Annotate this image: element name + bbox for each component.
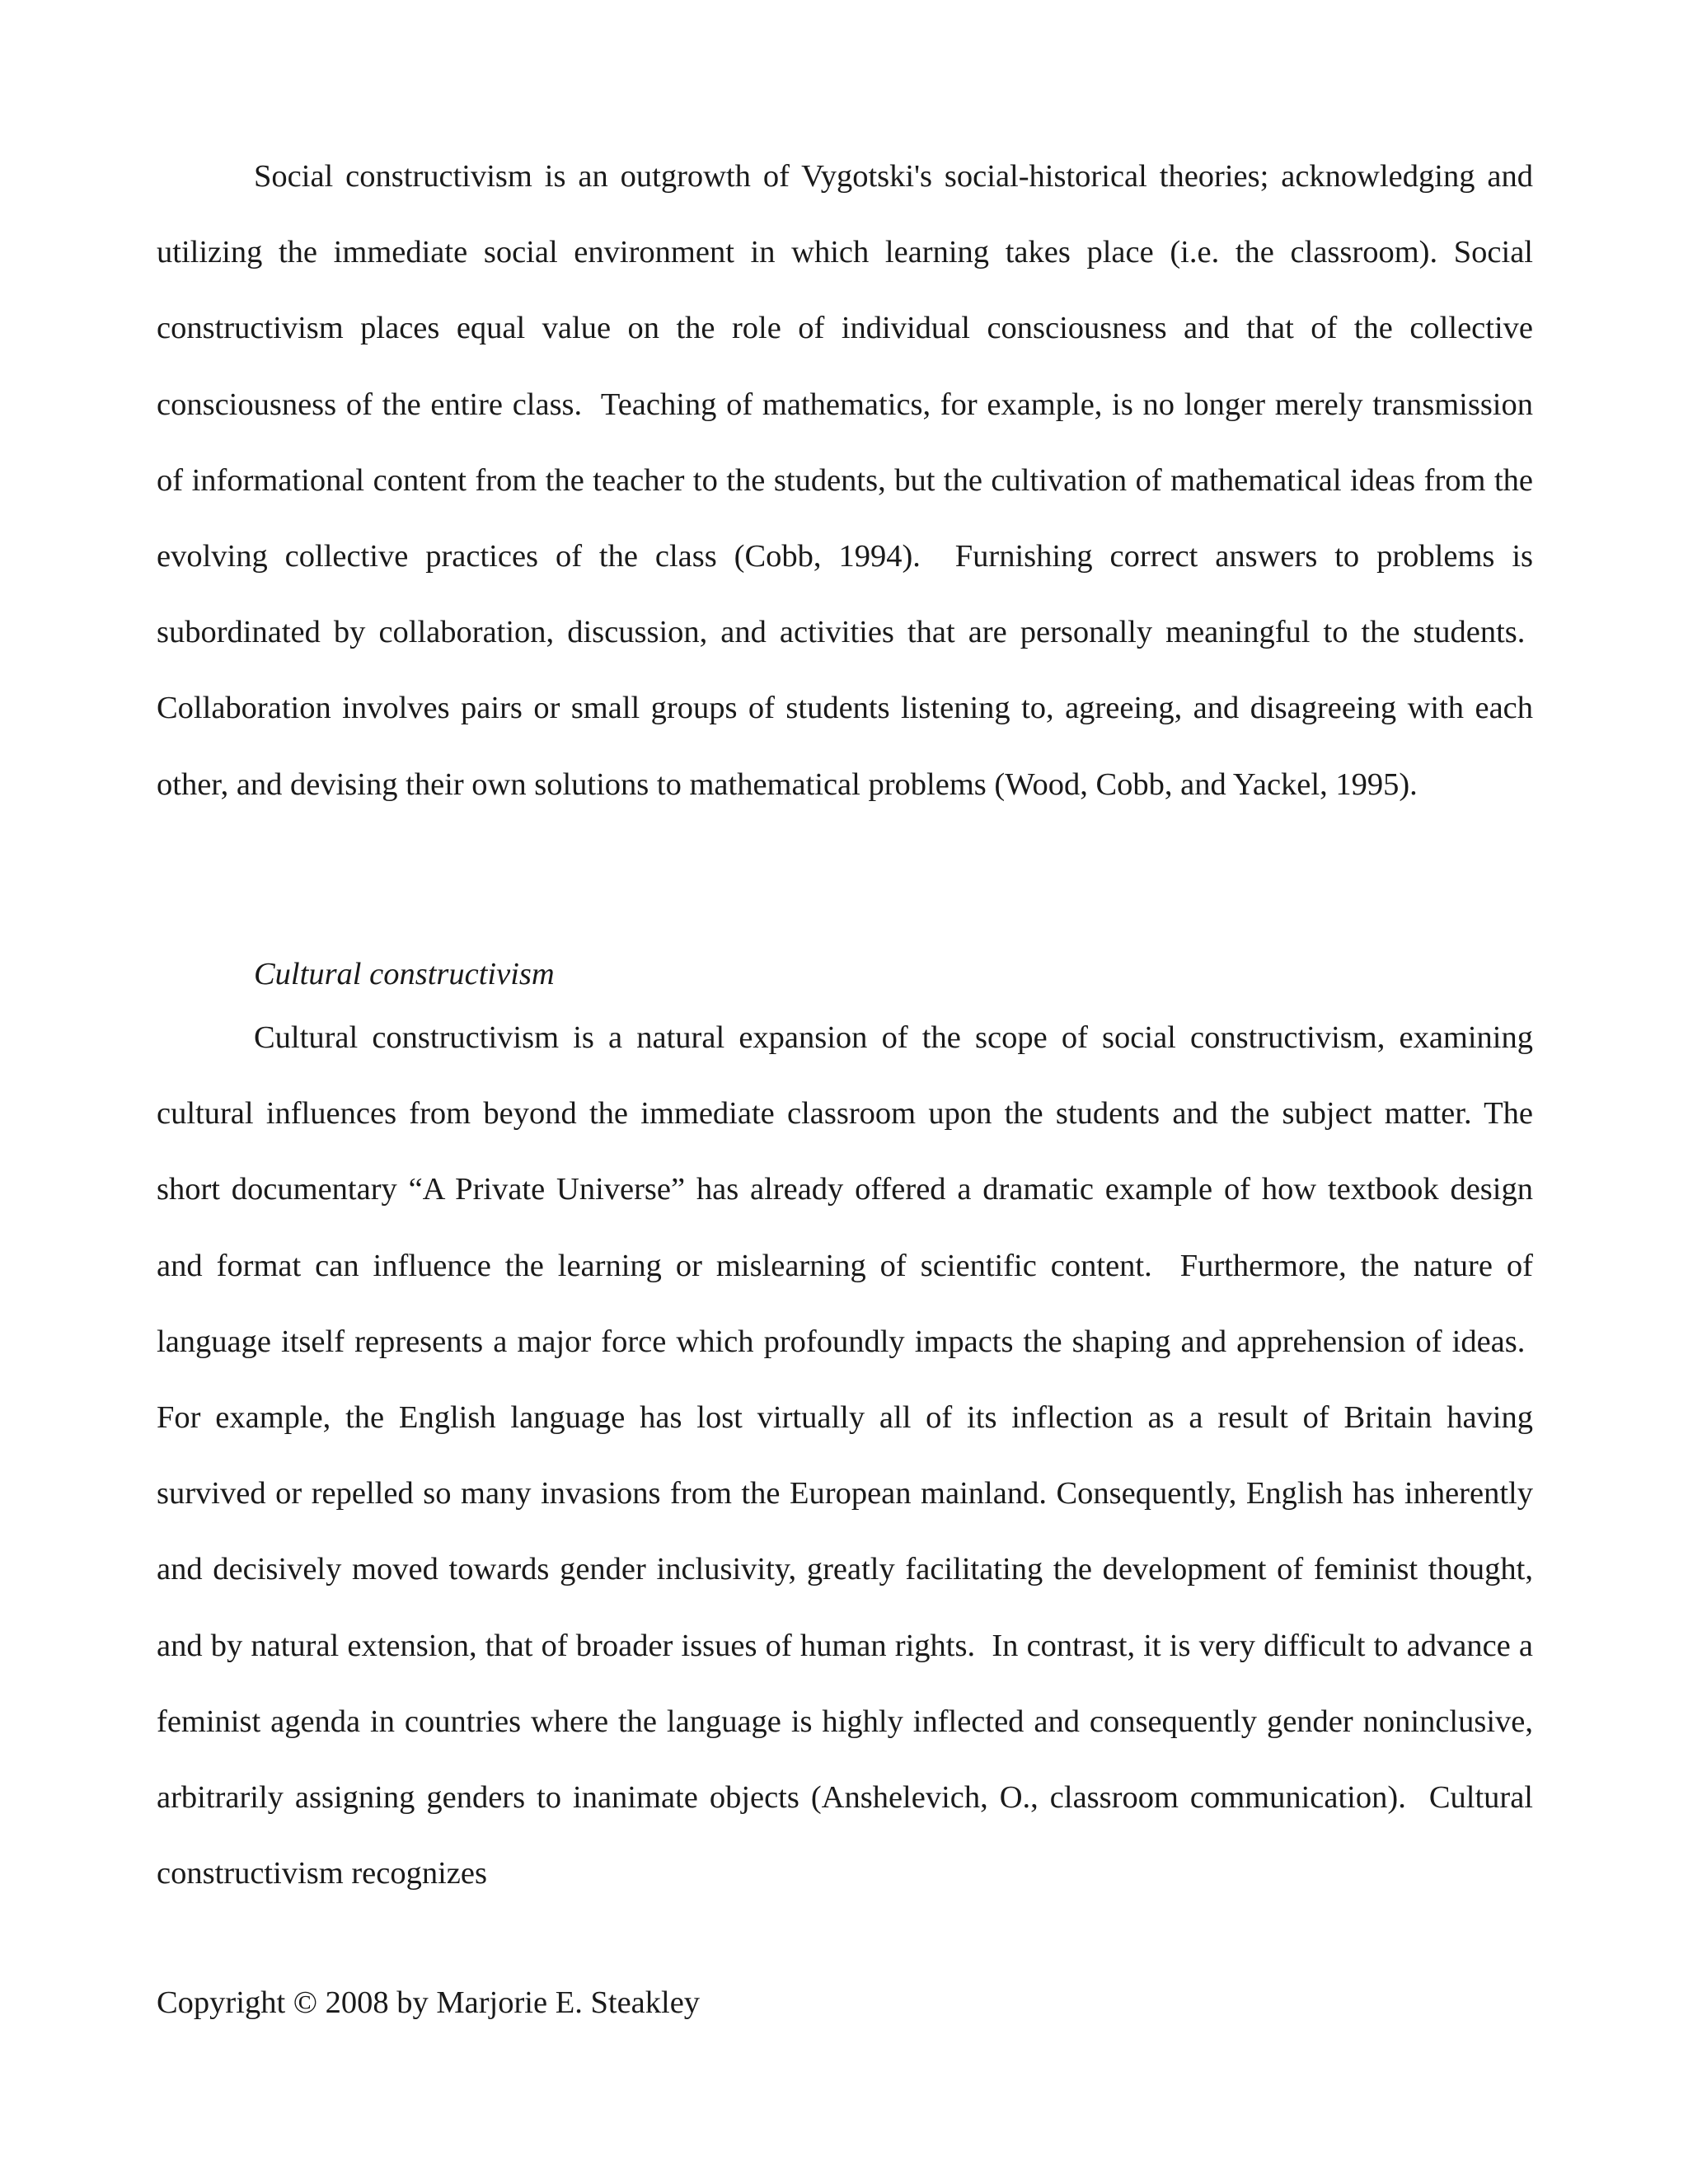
paragraph-social-constructivism: Social constructivism is an outgrowth of Vygotski's social-historical theories; acknowledging and utilizing the immediate social environment in which learning takes place (i.e. the classroom). Social constructivism places equal value on the role of individual consciousness and that of the collective consciousness of the entire class. Teaching of mathematics, for example, is no longer merely transmission of informational content from the teacher to the students, but the cultivation of mathematical ideas from the evolving collective practices of the class (Cobb, 1994). Furnishing correct answers to problems is subordinated by collaboration, discussion, and activities that are personally meaningful to the students. Collaboration involves pairs or small groups of students listening to, agreeing, and disagreeing with each other, and devising their own solutions to mathematical problems (Wood, Cobb, and Yackel, 1995). — [157, 159, 1533, 802]
paragraph-cultural-constructivism: Cultural constructivism is a natural expansion of the scope of social constructivism, examining cultural influences from beyond the immediate classroom upon the students and the subject matter. The short documentary “A Private Universe” has already offered a dramatic example of how textbook design and format can influence the learning or mislearning of scientific content. Furthermore, the nature of language itself represents a major force which profoundly impacts the shaping and apprehension of ideas. For example, the English language has lost virtually all of its inflection as a result of Britain having survived or repelled so many invasions from the European mainland. Consequently, English has inherently and decisively moved towards gender inclusivity, greatly facilitating the development of feminist thought, and by natural extension, that of broader issues of human rights. In contrast, it is very difficult to advance a feminist agenda in countries where the language is highly inflected and consequently gender noninclusive, arbitrarily assigning genders to inanimate objects (Anshelevich, O., classroom communication). Cultural constructivism recognizes — [157, 1020, 1533, 1891]
footer-copyright: Copyright © 2008 by Marjorie E. Steakley — [157, 1985, 701, 2020]
section-heading-cultural-constructivism: Cultural constructivism — [254, 957, 555, 991]
